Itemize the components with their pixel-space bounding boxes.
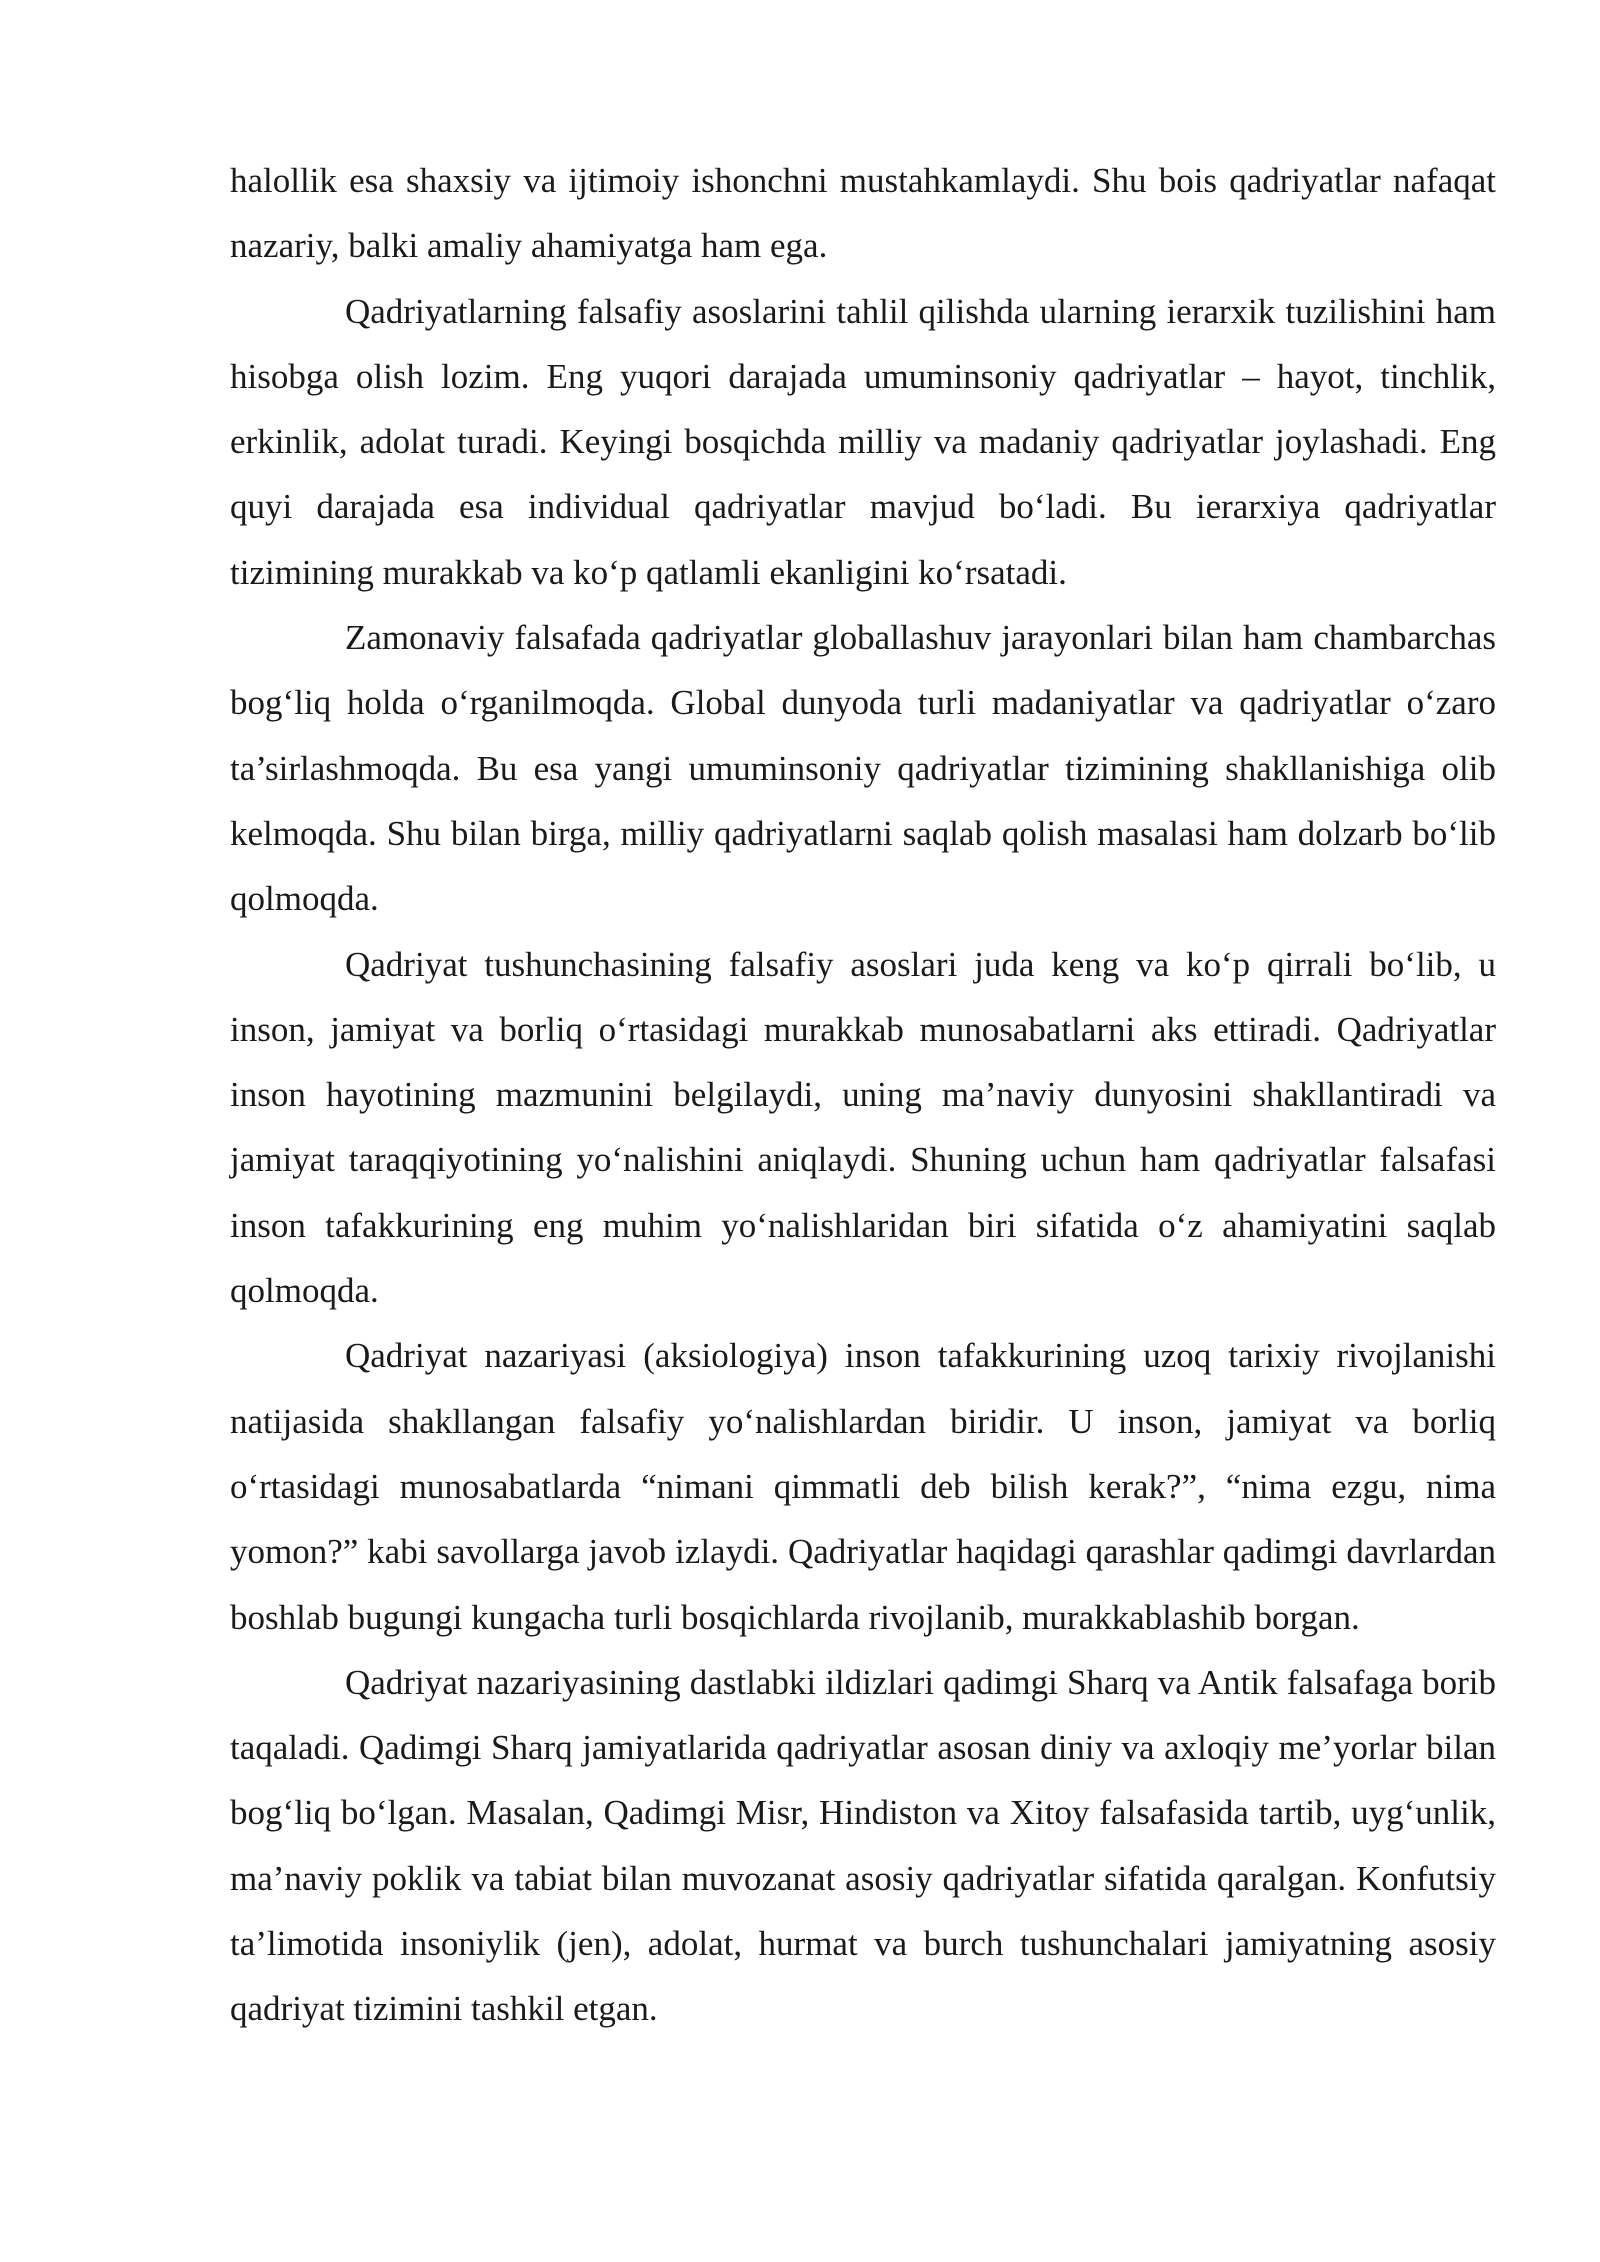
paragraph-5: Qadriyat nazariyasi (aksiologiya) inson tafakkurining uzoq tarixiy rivojlanishi natijasida shakllangan falsafiy yoʻnalishlardan biridir. U inson, jamiyat va borliq oʻrtasidagi munosabatlarda “nimani qimmatli deb bilish kerak?”, “nima ezgu, nima yomon?” kabi savollarga javob izlaydi. Qadriyatlar haqidagi qarashlar qadimgi davrlardan boshlab bugungi kungacha turli bosqichlarda rivojlanib, murakkablashib borgan. (230, 1336, 1496, 1637)
paragraph-2: Qadriyatlarning falsafiy asoslarini tahlil qilishda ularning ierarxik tuzilishini ham hisobga olish lozim. Eng yuqori darajada umuminsoniy qadriyatlar – hayot, tinchlik, erkinlik, adolat turadi. Keyingi bosqichda milliy va madaniy qadriyatlar joylashadi. Eng quyi darajada esa individual qadriyatlar mavjud boʻladi. Bu ierarxiya qadriyatlar tizimining murakkab va koʻp qatlamli ekanligini koʻrsatadi. (230, 291, 1496, 592)
paragraph-4: Qadriyat tushunchasining falsafiy asoslari juda keng va koʻp qirrali boʻlib, u inson, jamiyat va borliq oʻrtasidagi murakkab munosabatlarni aks ettiradi. Qadriyatlar inson hayotining mazmunini belgilaydi, uning ma’naviy dunyosini shakllantiradi va jamiyat taraqqiyotining yoʻnalishini aniqlaydi. Shuning uchun ham qadriyatlar falsafasi inson tafakkurining eng muhim yoʻnalishlaridan biri sifatida oʻz ahamiyatini saqlab qolmoqda. (230, 944, 1496, 1311)
document-page (230, 148, 1496, 2042)
paragraph-3: Zamonaviy falsafada qadriyatlar globallashuv jarayonlari bilan ham chambarchas bogʻliq holda oʻrganilmoqda. Global dunyoda turli madaniyatlar va qadriyatlar oʻzaro ta’sirlashmoqda. Bu esa yangi umuminsoniy qadriyatlar tizimining shakllanishiga olib kelmoqda. Shu bilan birga, milliy qadriyatlarni saqlab qolish masalasi ham dolzarb boʻlib qolmoqda. (230, 618, 1496, 919)
paragraph-6: Qadriyat nazariyasining dastlabki ildizlari qadimgi Sharq va Antik falsafaga borib taqaladi. Qadimgi Sharq jamiyatlarida qadriyatlar asosan diniy va axloqiy me’yorlar bilan bogʻliq boʻlgan. Masalan, Qadimgi Misr, Hindiston va Xitoy falsafasida tartib, uygʻunlik, ma’naviy poklik va tabiat bilan muvozanat asosiy qadriyatlar sifatida qaralgan. Konfutsiy ta’limotida insoniylik (jen), adolat, hurmat va burch tushunchalari jamiyatning asosiy qadriyat tizimini tashkil etgan. (230, 1662, 1496, 2029)
paragraph-1: halollik esa shaxsiy va ijtimoiy ishonchni mustahkamlaydi. Shu bois qadriyatlar nafaqat nazariy, balki amaliy ahamiyatga ham ega. (230, 161, 1496, 266)
